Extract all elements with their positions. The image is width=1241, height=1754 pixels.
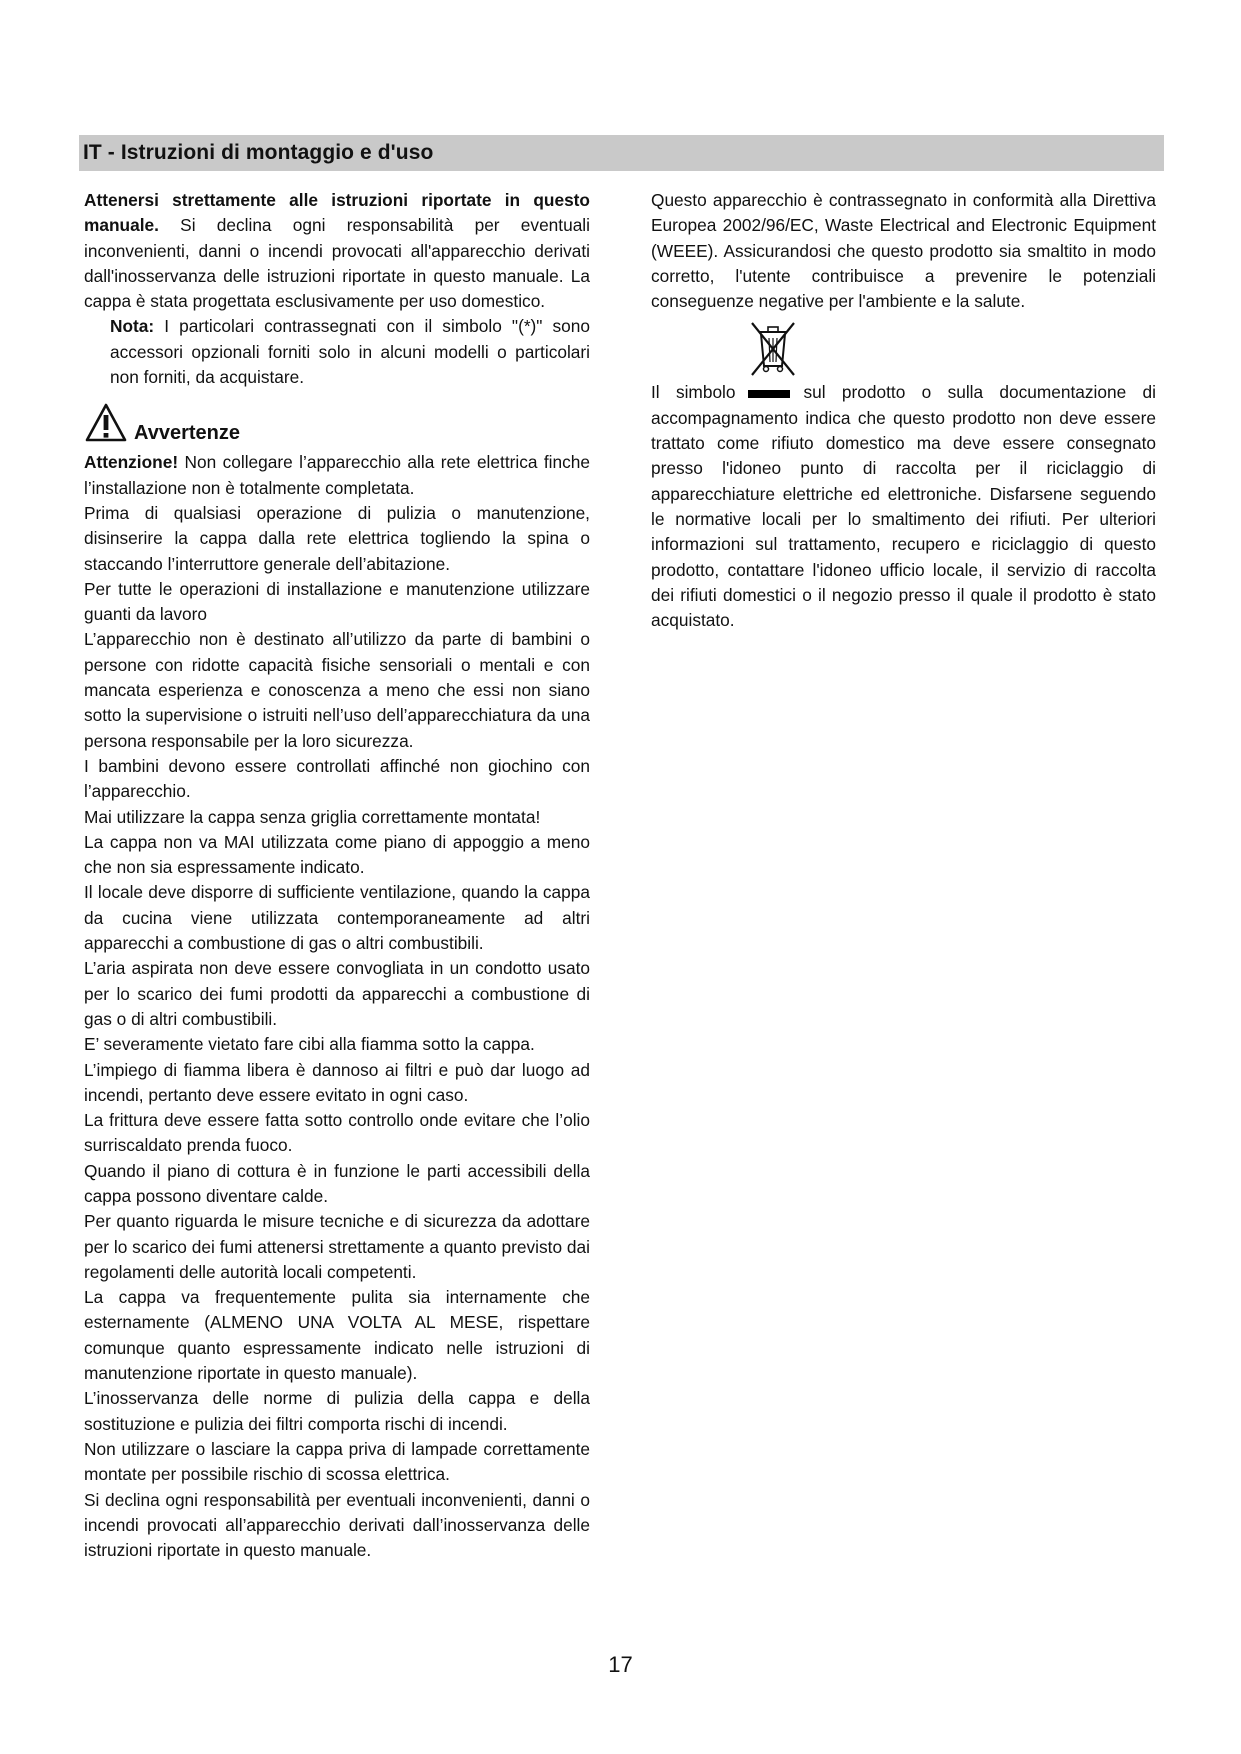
section-title: IT - Istruzioni di montaggio e d'uso — [83, 141, 434, 164]
warning-paragraph: E’ severamente vietato fare cibi alla fiamma sotto la cappa. — [84, 1034, 535, 1055]
warning-paragraph: L’inosservanza delle norme di pulizia della cappa e della sostituzione e pulizia dei filtri comporta rischi di incendi. — [84, 1388, 590, 1434]
warning-paragraph: Non utilizzare o lasciare la cappa priva di lampade correttamente montate per possibile rischio di scossa elettrica. — [84, 1438, 590, 1485]
intro-paragraph — [84, 188, 590, 314]
warning-paragraph: L’aria aspirata non deve essere convogliata in un condotto usato per lo scarico dei fumi prodotti da apparecchi a combustione di gas o di altri combustibili. — [84, 958, 590, 1029]
nota-text: I particolari contrassegnati con il simbolo "(*)" sono accessori opzionali forniti solo in alcuni modelli o particolari non forniti, da acquistare. — [110, 316, 590, 388]
crossed-out-bin-icon — [745, 320, 801, 378]
warning-paragraph: L’apparecchio non è destinato all’utilizzo da parte di bambini o persone con ridotte capacità fisiche sensoriali o mentali e con mancata esperienza e conoscenza a meno che essi non siano sotto la supervisione o istruiti nell’uso dell’apparecchiatura da una persona responsabile per la loro sicurezza. — [84, 629, 590, 751]
warning-paragraph: Il locale deve disporre di sufficiente ventilazione, quando la cappa da cucina viene utilizzata contemporaneamente ad altri apparecchi a combustione di gas o altri combustibili. — [84, 882, 590, 954]
simbolo-text: sul prodotto o sulla documentazione di accompagnamento indica che questo prodotto non deve essere trattato come rifiuto domestico ma deve essere consegnato presso l'idoneo punto di raccolta per il riciclaggio di apparecchiature elettriche ed elettroniche. Disfarsene seguendo le normative locali per lo smaltimento dei rifiuti. Per ulteriori informazioni sul trattamento, recupero e riciclaggio di questo prodotto, contattare l'idoneo ufficio locale, il servizio di raccolta dei rifiuti domestici o il negozio presso il quale il prodotto è stato acquistato. — [651, 382, 1156, 631]
warning-paragraph: La cappa va frequentemente pulita sia internamente che esternamente (ALMENO UNA VOLTA AL MESE, rispettare comunque quanto espressamente indicato nelle istruzioni di manutenzione riportate in questo manuale). — [84, 1287, 590, 1384]
right-column — [651, 188, 1156, 633]
simbolo-paragraph — [651, 380, 1156, 633]
warning-paragraph: Mai utilizzare la cappa senza griglia correttamente montata! — [84, 806, 541, 827]
warning-title: Avvertenze — [134, 422, 240, 445]
attenzione-paragraph — [84, 450, 590, 501]
warning-icon — [84, 402, 128, 444]
warning-paragraph: La cappa non va MAI utilizzata come piano di appoggio a meno che non sia espressamente indicato. — [84, 831, 590, 878]
warning-paragraph: Per quanto riguarda le misure tecniche e di sicurezza da adottare per lo scarico dei fumi attenersi strettamente a quanto previsto dai regolamenti delle autorità locali competenti. — [84, 1211, 590, 1282]
warning-paragraph: Prima di qualsiasi operazione di pulizia o manutenzione, disinserire la cappa dalla rete elettrica togliendo la spina o staccando l’interruttore generale dell’abitazione. — [84, 502, 590, 574]
attenzione-label: Attenzione! — [84, 452, 179, 473]
warning-paragraph: L’impiego di fiamma libera è dannoso ai filtri e può dar luogo ad incendi, pertanto deve essere evitato in ogni caso. — [84, 1059, 590, 1105]
warning-paragraph: Per tutte le operazioni di installazione e manutenzione utilizzare guanti da lavoro — [84, 578, 590, 625]
intro-bold: Attenersi strettamente alle istruzioni riportate in questo manuale. — [84, 190, 590, 236]
warning-paragraph: I bambini devono essere controllati affinché non giochino con l’apparecchio. — [84, 755, 590, 802]
intro-text: Si declina ogni responsabilità per eventuali inconvenienti, danni o incendi provocati all'apparecchio derivati dall'inosservanza delle istruzioni riportate in questo manuale. La cappa è stata progettata esclusivamente per uso domestico. — [84, 215, 590, 312]
page-number: 17 — [608, 1652, 633, 1677]
section-header — [79, 135, 1164, 171]
warning-heading — [84, 402, 590, 450]
weee-intro-paragraph: Questo apparecchio è contrassegnato in conformità alla Direttiva Europea 2002/96/EC, Waste Electrical and Electronic Equipment (WEEE). Assicurandosi che questo prodotto sia smaltito in modo corretto, l'utente contribuisce a prevenire le potenziali conseguenze negative per l'ambiente e la salute. — [651, 190, 1156, 312]
nota-paragraph — [110, 314, 590, 390]
warning-paragraph: Si declina ogni responsabilità per eventuali inconvenienti, danni o incendi provocati all’apparecchio derivati dall’inosservanza delle istruzioni riportate in questo manuale. — [84, 1489, 590, 1561]
simbolo-start: Il simbolo — [651, 382, 736, 403]
black-bar-symbol — [748, 390, 790, 398]
warning-paragraph: Quando il piano di cottura è in funzione le parti accessibili della cappa possono diventare calde. — [84, 1160, 590, 1206]
nota-label: Nota: — [110, 316, 155, 337]
weee-symbol-wrap — [651, 320, 1156, 380]
left-column — [84, 188, 590, 1563]
attenzione-text: Non collegare l’apparecchio alla rete elettrica finche l’installazione non è totalmente completata. — [84, 452, 590, 498]
warning-paragraph: La frittura deve essere fatta sotto controllo onde evitare che l’olio surriscaldato prenda fuoco. — [84, 1110, 590, 1156]
